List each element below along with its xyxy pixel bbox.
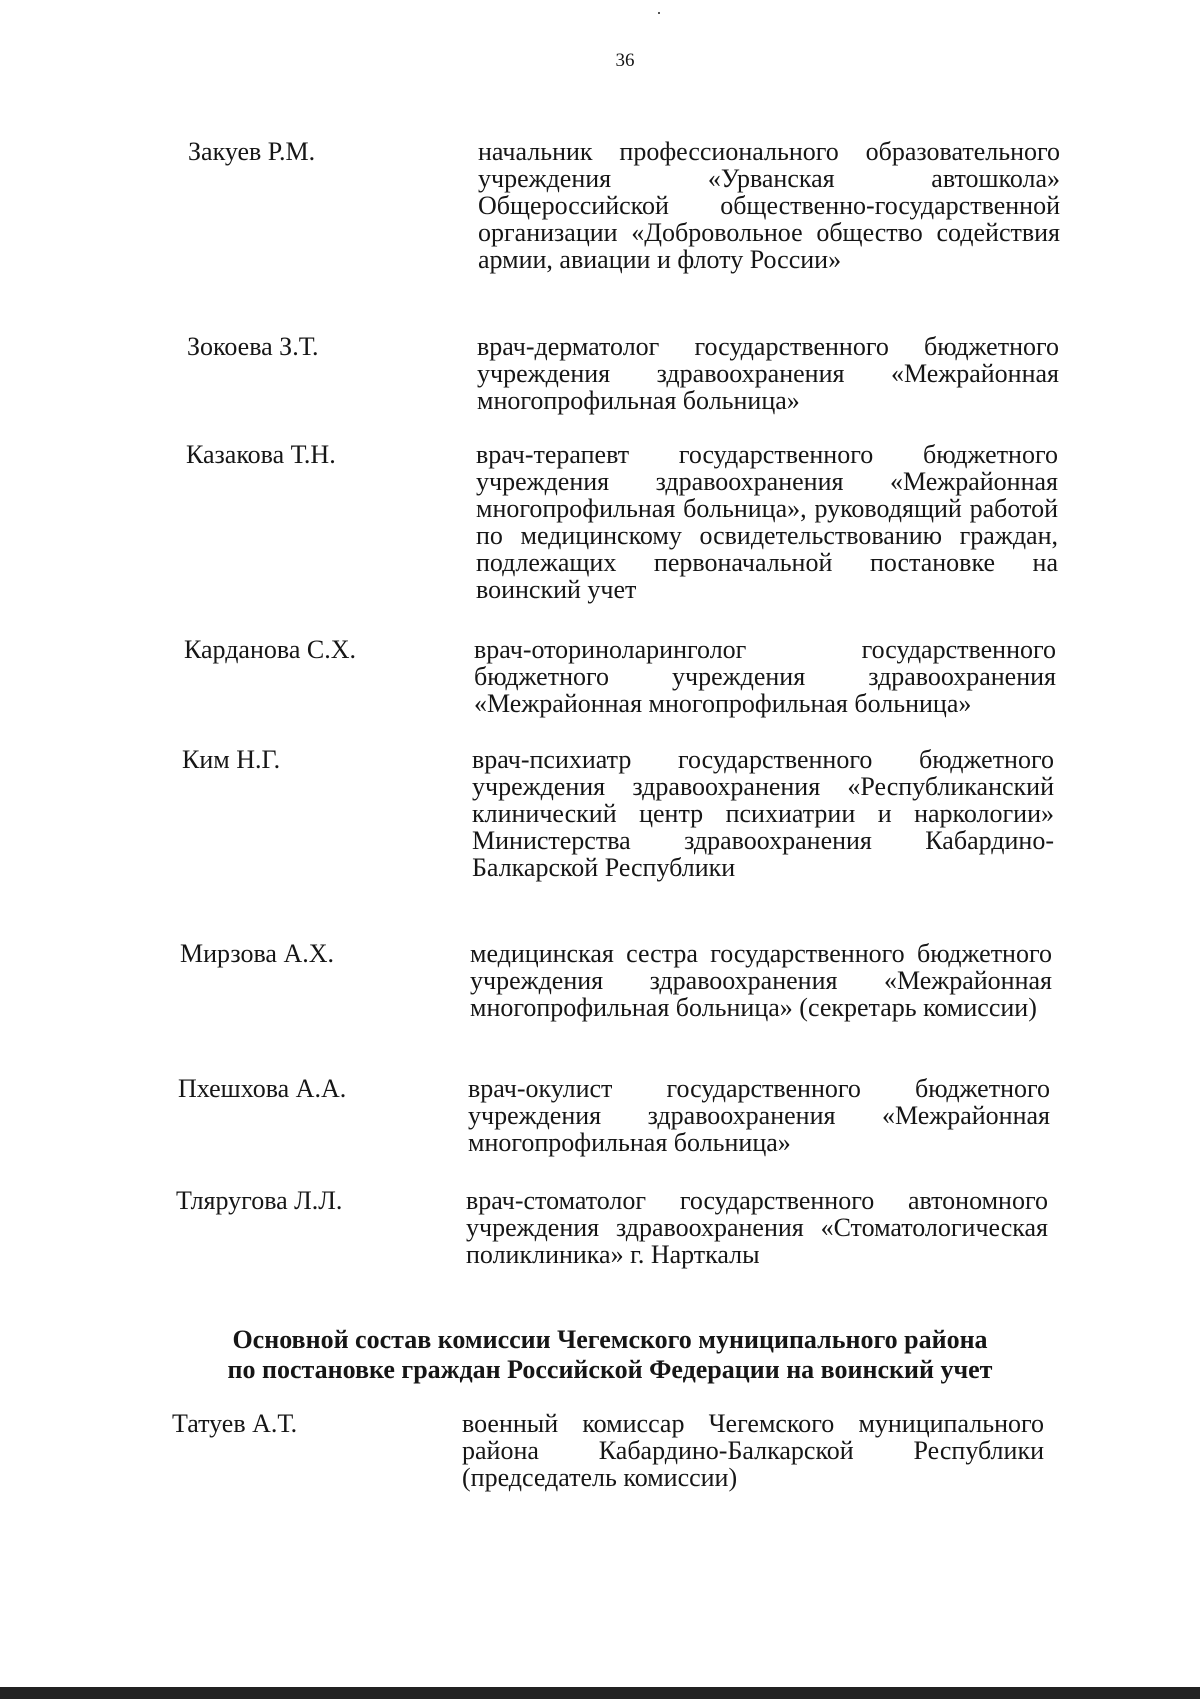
entry-description: начальник профессионального образовательного учреждения «Урванская автошкола» Общероссийской общественно-государственной организации «Добровольное общество содействия армии, авиации и флоту России» — [478, 137, 1060, 274]
section-heading — [150, 1325, 1070, 1385]
entry-description: врач-оториноларинголог государственного бюджетного учреждения здравоохранения «Межрайонная многопрофильная больница» — [474, 635, 1056, 718]
entry-pkheshkhova — [178, 1075, 1050, 1156]
section-heading-line-2: по постановке граждан Российской Федерации на воинский учет — [227, 1355, 993, 1384]
entry-zakuev — [188, 138, 1060, 273]
scan-bottom-edge — [0, 1687, 1200, 1699]
entry-description: врач-окулист государственного бюджетного учреждения здравоохранения «Межрайонная многопрофильная больница» — [468, 1074, 1050, 1157]
entry-kardanova — [184, 636, 1056, 717]
entry-mirzova — [180, 940, 1052, 1021]
section-heading-line-1: Основной состав комиссии Чегемского муниципального района — [232, 1325, 988, 1354]
entry-kim — [182, 746, 1054, 881]
entry-description: врач-дерматолог государственного бюджетного учреждения здравоохранения «Межрайонная многопрофильная больница» — [477, 332, 1059, 415]
entry-name: Закуев Р.М. — [188, 137, 316, 166]
page-number: 36 — [615, 50, 635, 71]
entry-name: Тляругова Л.Л. — [176, 1186, 343, 1215]
entry-description: врач-психиатр государственного бюджетного учреждения здравоохранения «Республиканский клинический центр психиатрии и наркологии» Министерства здравоохранения Кабардино-Балкарской Республики — [472, 745, 1054, 882]
entry-zokoeva — [187, 333, 1059, 414]
entry-name: Ким Н.Г. — [182, 745, 281, 774]
entry-tatuev — [172, 1410, 1044, 1491]
scan-speck — [658, 12, 660, 14]
entry-description: врач-стоматолог государственного автономного учреждения здравоохранения «Стоматологическая поликлиника» г. Нарткалы — [466, 1186, 1048, 1269]
entry-name: Казакова Т.Н. — [186, 440, 336, 469]
entry-name: Пхешхова А.А. — [178, 1074, 347, 1103]
entry-name: Карданова С.Х. — [184, 635, 356, 664]
entry-description: врач-терапевт государственного бюджетного учреждения здравоохранения «Межрайонная многопрофильная больница», руководящий работой по медицинскому освидетельствованию граждан, подлежащих первоначальной постановке на воинский учет — [476, 440, 1058, 604]
entry-tlyarugova — [176, 1187, 1048, 1268]
entry-kazakova — [186, 441, 1058, 603]
entry-name: Татуев А.Т. — [172, 1409, 298, 1438]
entry-name: Мирзова А.Х. — [180, 939, 334, 968]
entry-description: военный комиссар Чегемского муниципального района Кабардино-Балкарской Республики (председатель комиссии) — [462, 1409, 1044, 1492]
entry-name: Зокоева З.Т. — [187, 332, 319, 361]
entry-description: медицинская сестра государственного бюджетного учреждения здравоохранения «Межрайонная многопрофильная больница» (секретарь комиссии) — [470, 939, 1052, 1022]
